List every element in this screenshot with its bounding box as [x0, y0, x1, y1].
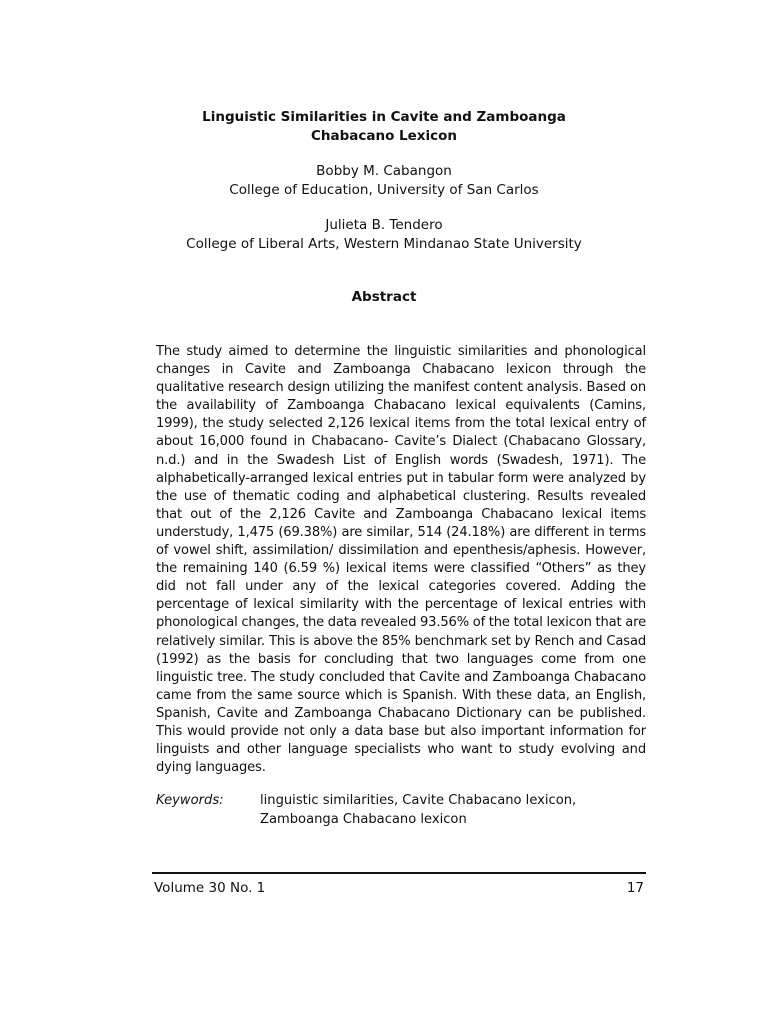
- paper-title-line-2: Chabacano Lexicon: [310, 128, 458, 144]
- author-name: Julieta B. Tendero: [325, 217, 443, 233]
- author-affiliation: College of Liberal Arts, Western Mindanao State University: [186, 236, 582, 252]
- author-block-1: [0, 162, 768, 200]
- paper-title: [0, 108, 768, 146]
- keywords-label: Keywords:: [156, 793, 224, 808]
- author-name: Bobby M. Cabangon: [316, 163, 452, 179]
- keywords-text: linguistic similarities, Cavite Chabacano lexicon, Zamboanga Chabacano lexicon: [260, 793, 577, 827]
- author-affiliation: College of Education, University of San Carlos: [229, 182, 539, 198]
- footer-page-number: 17: [626, 880, 644, 896]
- abstract-heading: Abstract: [351, 289, 417, 305]
- footer-divider: [152, 872, 646, 874]
- abstract-body: The study aimed to determine the linguistic similarities and phonological changes in Cavite and Zamboanga Chabacano lexicon through the qualitative research design utilizing the manifest content analysis. Based on the availability of Zamboanga Chabacano lexical equivalents (Camins, 1999), the study selected 2,126 lexical items from the total lexical entry of about 16,000 found in Chabacano- Cavite’s Dialect (Chabacano Glossary, n.d.) and in the Swadesh List of English words (Swadesh, 1971). The alphabetically-arranged lexical entries put in tabular form were analyzed by the use of thematic coding and alphabetical clustering. Results revealed that out of the 2,126 Cavite and Zamboanga Chabacano lexical items understudy, 1,475 (69.38%) are similar, 514 (24.18%) are different in terms of vowel shift, assimilation/ dissimilation and epenthesis/aphesis. However, the remaining 140 (6.59 %) lexical items were classified “Others” as they did not fall under any of the lexical categories covered. Adding the percentage of lexical similarity with the percentage of lexical entries with phonological changes, the data revealed 93.56% of the total lexicon that are relatively similar. This is above the 85% benchmark set by Rench and Casad (1992) as the basis for concluding that two languages come from one linguistic tree. The study concluded that Cavite and Zamboanga Chabacano came from the same source which is Spanish. With these data, an English, Spanish, Cavite and Zamboanga Chabacano Dictionary can be published. This would provide not only a data base but also important information for linguists and other language specialists who want to study evolving and dying languages.: [156, 344, 646, 776]
- footer-volume: Volume 30 No. 1: [154, 880, 266, 896]
- paper-title-line-1: Linguistic Similarities in Cavite and Zamboanga: [202, 109, 566, 125]
- author-block-2: [0, 216, 768, 254]
